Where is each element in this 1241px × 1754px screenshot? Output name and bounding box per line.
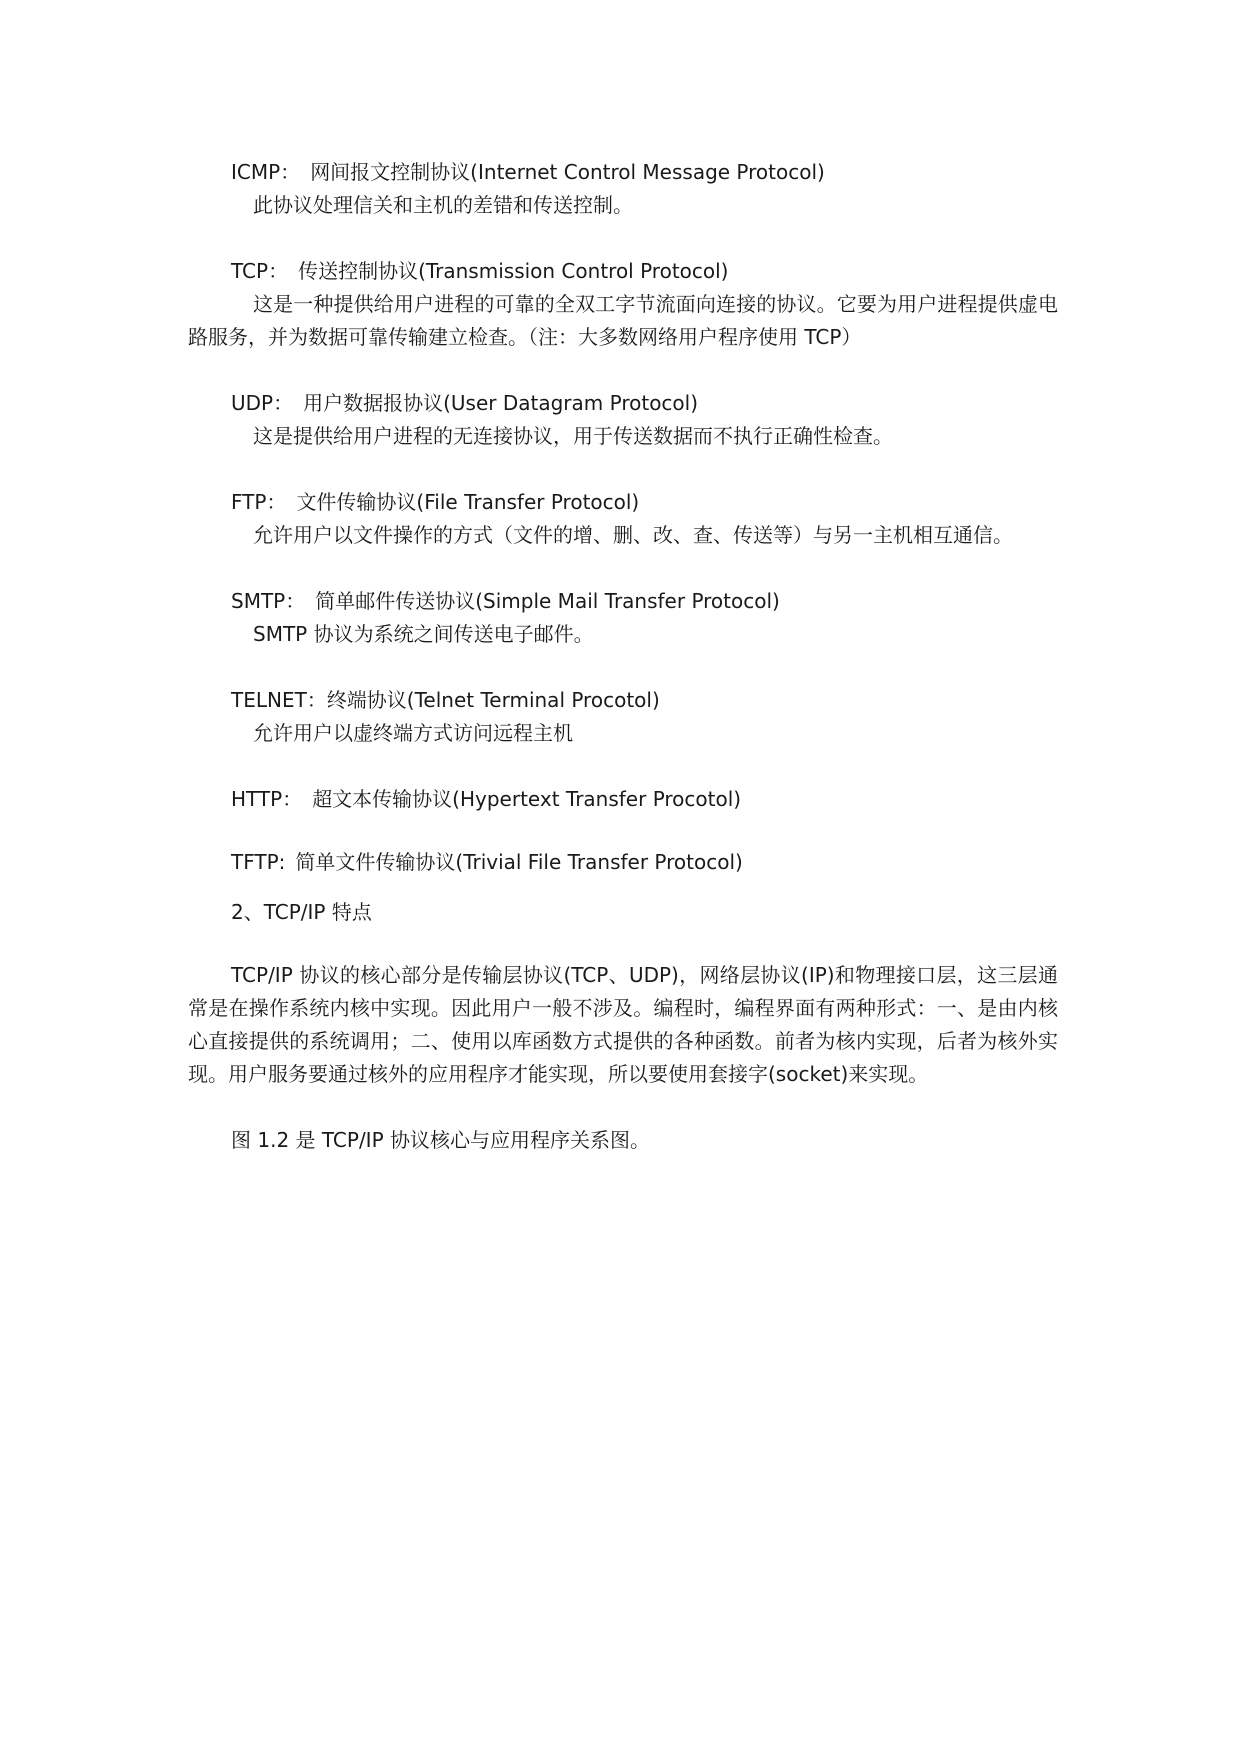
protocol-name: 简单文件传输协议(Trivial File Transfer Protocol)	[295, 850, 743, 874]
protocol-name: 文件传输协议(File Transfer Protocol)	[296, 490, 640, 514]
definition-description-telnet: 允许用户以虚终端方式访问远程主机	[253, 721, 573, 745]
definition-description-tcp: 这是一种提供给用户进程的可靠的全双工字节流面向连接的协议。它要为用户进程提供虚电路服务，并为数据可靠传输建立检查。（注：大多数网络用户程序使用 TCP）	[188, 292, 1058, 349]
protocol-name: 简单邮件传送协议(Simple Mail Transfer Protocol)	[315, 589, 780, 613]
protocol-name: 终端协议(Telnet Terminal Procotol)	[326, 688, 660, 712]
section-paragraph: TCP/IP 协议的核心部分是传输层协议(TCP、UDP)，网络层协议(IP)和物理接口层，这三层通常是在操作系统内核中实现。因此用户一般不涉及。编程时，编程界面有两种形式：一、是由内核心直接提供的系统调用；二、使用以库函数方式提供的各种函数。前者为核内实现，后者为核外实现。用户服务要通过核外的应用程序才能实现，所以要使用套接字(socket)来实现。	[188, 963, 1058, 1086]
protocol-abbr: TELNET：	[231, 688, 327, 712]
definition-description-ftp: 允许用户以文件操作的方式（文件的增、删、改、查、传送等）与另一主机相互通信。	[253, 523, 1013, 547]
definition-heading-tftp	[188, 846, 1058, 879]
definition-description-smtp: SMTP 协议为系统之间传送电子邮件。	[253, 622, 594, 646]
protocol-abbr: ICMP：	[231, 160, 301, 184]
figure-caption: 图 1.2 是 TCP/IP 协议核心与应用程序关系图。	[231, 1128, 651, 1152]
definition-heading-icmp	[188, 156, 1058, 189]
definition-heading-udp	[188, 387, 1058, 420]
definition-heading-ftp	[188, 486, 1058, 519]
protocol-name: 传送控制协议(Transmission Control Protocol)	[298, 259, 729, 283]
protocol-abbr: SMTP：	[231, 589, 306, 613]
section-title: 2、TCP/IP 特点	[231, 900, 372, 924]
definition-heading-tcp	[188, 255, 1058, 288]
definition-heading-telnet	[188, 684, 1058, 717]
definition-heading-http	[188, 783, 1058, 816]
protocol-name: 超文本传输协议(Hypertext Transfer Procotol)	[312, 787, 742, 811]
definition-heading-smtp	[188, 585, 1058, 618]
protocol-abbr: TFTP:	[231, 850, 286, 874]
protocol-name: 用户数据报协议(User Datagram Protocol)	[303, 391, 699, 415]
protocol-abbr: HTTP：	[231, 787, 303, 811]
protocol-abbr: FTP：	[231, 490, 287, 514]
definition-description-udp: 这是提供给用户进程的无连接协议，用于传送数据而不执行正确性检查。	[253, 424, 893, 448]
protocol-abbr: TCP：	[231, 259, 289, 283]
protocol-abbr: UDP：	[231, 391, 294, 415]
protocol-name: 网间报文控制协议(Internet Control Message Protocol)	[310, 160, 825, 184]
document-content	[188, 156, 1058, 1157]
definition-description-icmp: 此协议处理信关和主机的差错和传送控制。	[253, 193, 633, 217]
